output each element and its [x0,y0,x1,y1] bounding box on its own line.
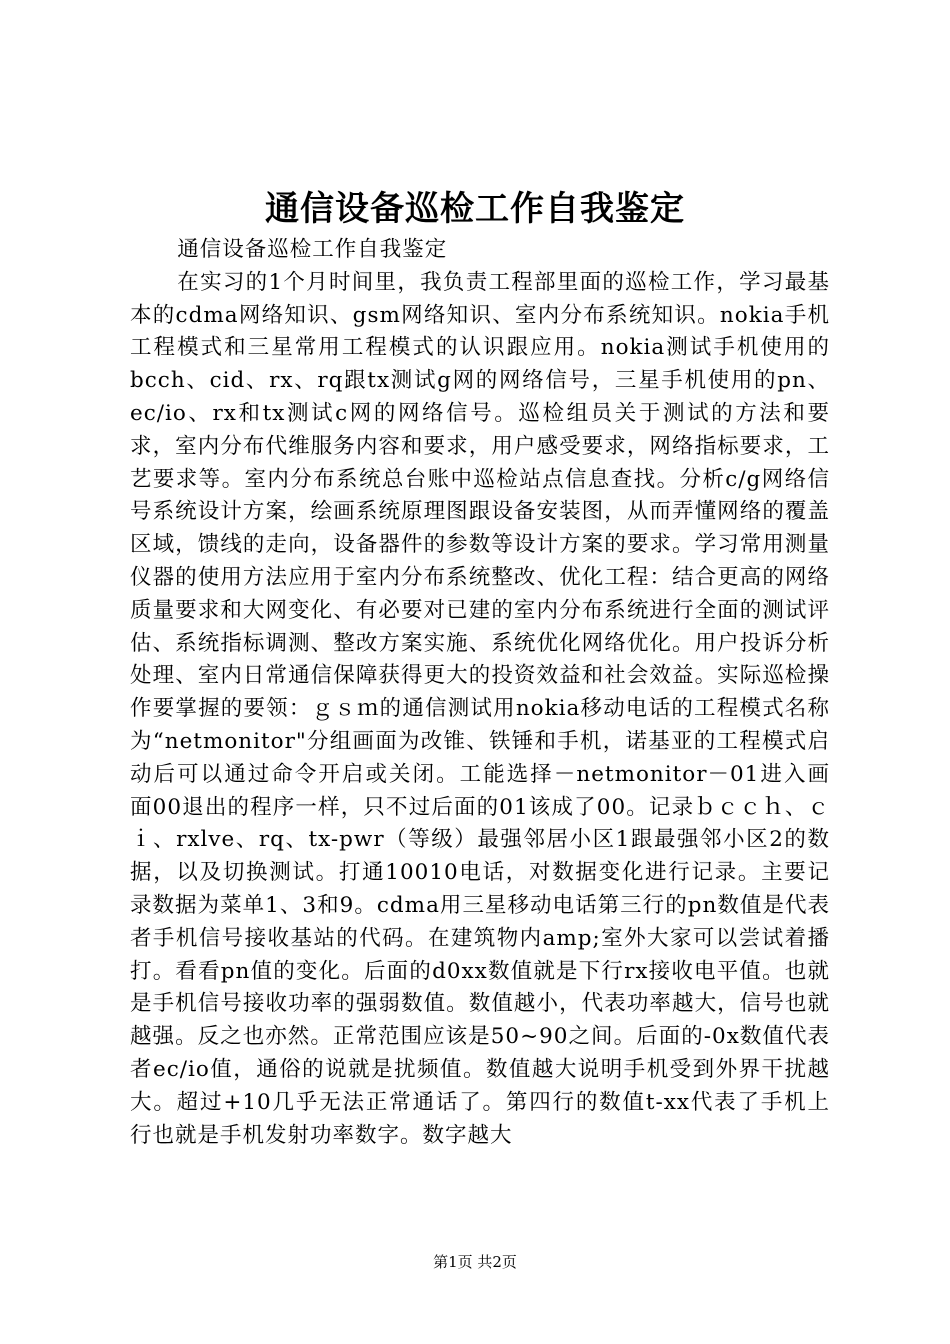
document-body [130,234,830,1152]
body-paragraph: 在实习的1个月时间里，我负责工程部里面的巡检工作，学习最基本的cdma网络知识、gsm网络知识、室内分布系统知识。nokia手机工程模式和三星常用工程模式的认识跟应用。nokia测试手机使用的bcch、cid、rx、rq跟tx测试g网的网络信号，三星手机使用的pn、ec/io、rx和tx测试c网的网络信号。巡检组员关于测试的方法和要求，室内分布代维服务内容和要求，用户感受要求，网络指标要求，工艺要求等。室内分布系统总台账中巡检站点信息查找。分析c/g网络信号系统设计方案，绘画系统原理图跟设备安装图，从而弄懂网络的覆盖区域，馈线的走向，设备器件的参数等设计方案的要求。学习常用测量仪器的使用方法应用于室内分布系统整改、优化工程：结合更高的网络质量要求和大网变化、有必要对已建的室内分布系统进行全面的测试评估、系统指标调测、整改方案实施、系统优化网络优化。用户投诉分析处理、室内日常通信保障获得更大的投资效益和社会效益。实际巡检操作要掌握的要领：ｇｓｍ的通信测试用nokia移动电话的工程模式名称为“netmonitor"分组画面为改锥、铁锤和手机，诺基亚的工程模式启动后可以通过命令开启或关闭。工能选择－netmonitor－01进入画面00退出的程序一样，只不过后面的01该成了00。记录ｂｃｃｈ、ｃｉ、rxlve、rq、tx-pwr（等级）最强邻居小区1跟最强邻小区2的数据，以及切换测试。打通10010电话，对数据变化进行记录。主要记录数据为菜单1、3和9。cdma用三星移动电话第三行的pn数值是代表者手机信号接收基站的代码。在建筑物内amp;室外大家可以尝试着播打。看看pn值的变化。后面的d0xx数值就是下行rx接收电平值。也就是手机信号接收功率的强弱数值。数值越小，代表功率越大，信号也就越强。反之也亦然。正常范围应该是50~90之间。后面的-0x数值代表者ec/io值，通俗的说就是扰频值。数值越大说明手机受到外界干扰越大。超过+10几乎无法正常通话了。第四行的数值t-xx代表了手机上行也就是手机发射功率数字。数字越大 [130,269,830,1148]
page-footer: 第1页 共2页 [433,1253,517,1271]
body-subtitle: 通信设备巡检工作自我鉴定 [177,237,448,262]
document-title: 通信设备巡检工作自我鉴定 [265,189,685,229]
